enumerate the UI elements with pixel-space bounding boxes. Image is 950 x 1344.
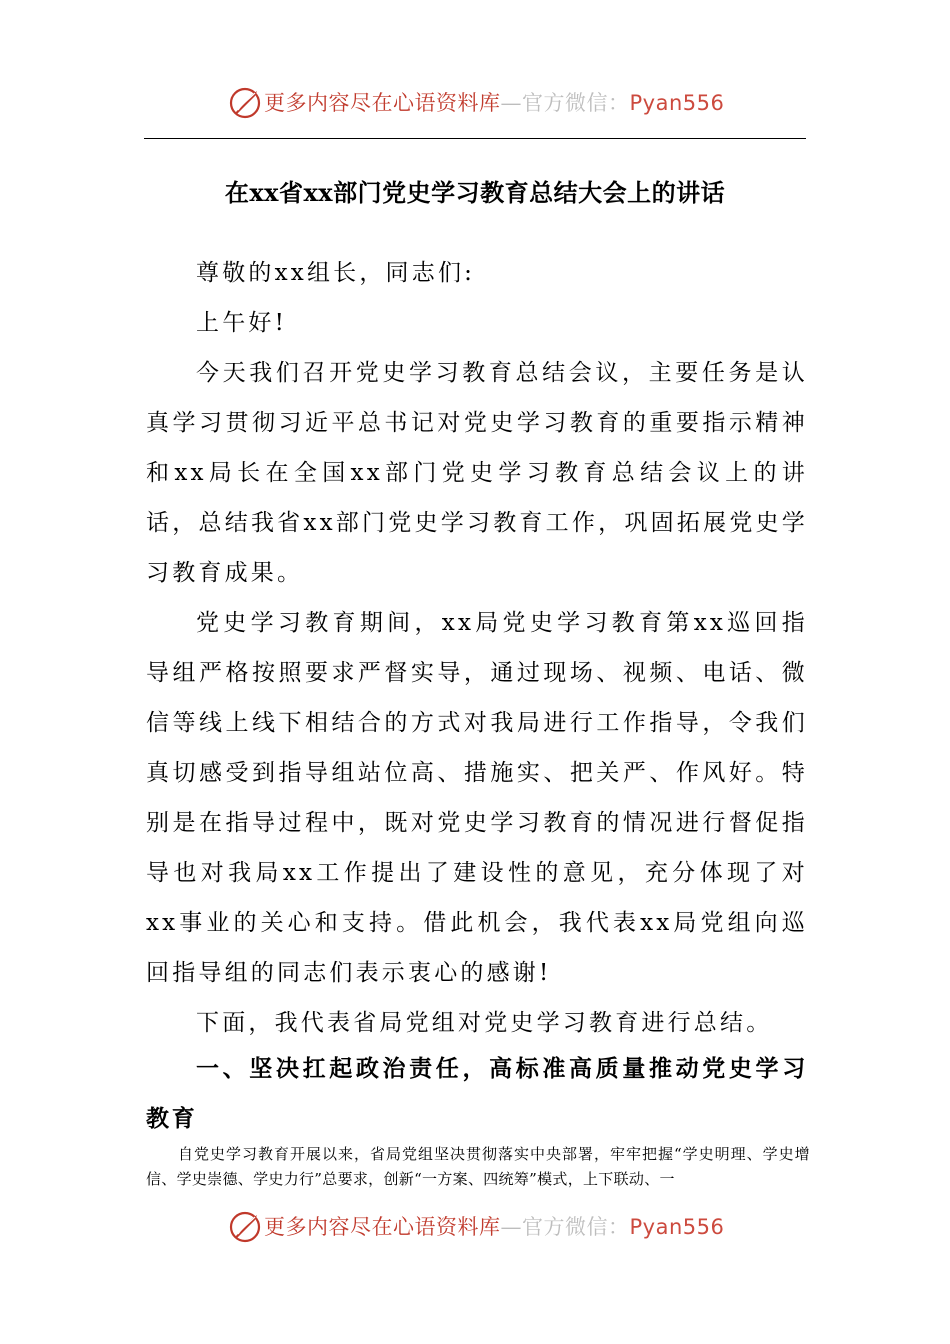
document-title: 在xx省xx部门党史学习教育总结大会上的讲话 <box>224 178 726 207</box>
banner-brand-text: 更多内容尽在心语资料库 <box>264 91 501 115</box>
salutation: 尊敬的xx组长，同志们: <box>196 260 476 286</box>
banner-wechat-id: Pyan556 <box>629 1215 725 1239</box>
paragraph-intro: 今天我们召开党史学习教育总结会议，主要任务是认真学习贯彻习近平总书记对党史学习教育的重要指示精神和xx局长在全国xx部门党史学习教育总结会议上的讲话，总结我省xx部门党史学习教育工作，巩固拓展党史学习教育成果。 <box>146 360 808 586</box>
paragraph-transition: 下面，我代表省局党组对党史学习教育进行总结。 <box>196 1010 773 1036</box>
banner-wechat-label: 官方微信： <box>522 1215 630 1239</box>
banner-brand-text: 更多内容尽在心语资料库 <box>264 1215 501 1239</box>
banner-dash: — <box>500 1215 522 1239</box>
greeting: 上午好! <box>196 310 288 336</box>
quill-logo-icon <box>228 1210 262 1244</box>
banner-wechat-id: Pyan556 <box>629 91 725 115</box>
banner-text <box>264 1212 724 1242</box>
header-divider <box>144 138 806 139</box>
header-watermark-banner <box>0 84 950 124</box>
banner-text <box>264 88 724 118</box>
section-heading-1: 一、坚决扛起政治责任，高标准高质量推动党史学习教育 <box>146 1056 808 1132</box>
quill-logo-icon <box>228 86 262 120</box>
paragraph-thanks: 党史学习教育期间，xx局党史学习教育第xx巡回指导组严格按照要求严督实导，通过现场、视频、电话、微信等线上线下相结合的方式对我局进行工作指导，令我们真切感受到指导组站位高、措施实、把关严、作风好。特别是在指导过程中，既对党史学习教育的情况进行督促指导也对我局xx工作提出了建设性的意见，充分体现了对xx事业的关心和支持。借此机会，我代表xx局党组向巡回指导组的同志们表示衷心的感谢! <box>146 610 808 986</box>
document-body <box>146 248 808 1048</box>
banner-dash: — <box>500 91 522 115</box>
footer-watermark-banner <box>0 1208 950 1248</box>
banner-wechat-label: 官方微信： <box>522 91 630 115</box>
section-1-paragraph: 自党史学习教育开展以来，省局党组坚决贯彻落实中央部署，牢牢把握“学史明理、学史增信、学史崇德、学史力行”总要求，创新“一方案、四统筹”模式，上下联动、一 <box>146 1145 810 1188</box>
